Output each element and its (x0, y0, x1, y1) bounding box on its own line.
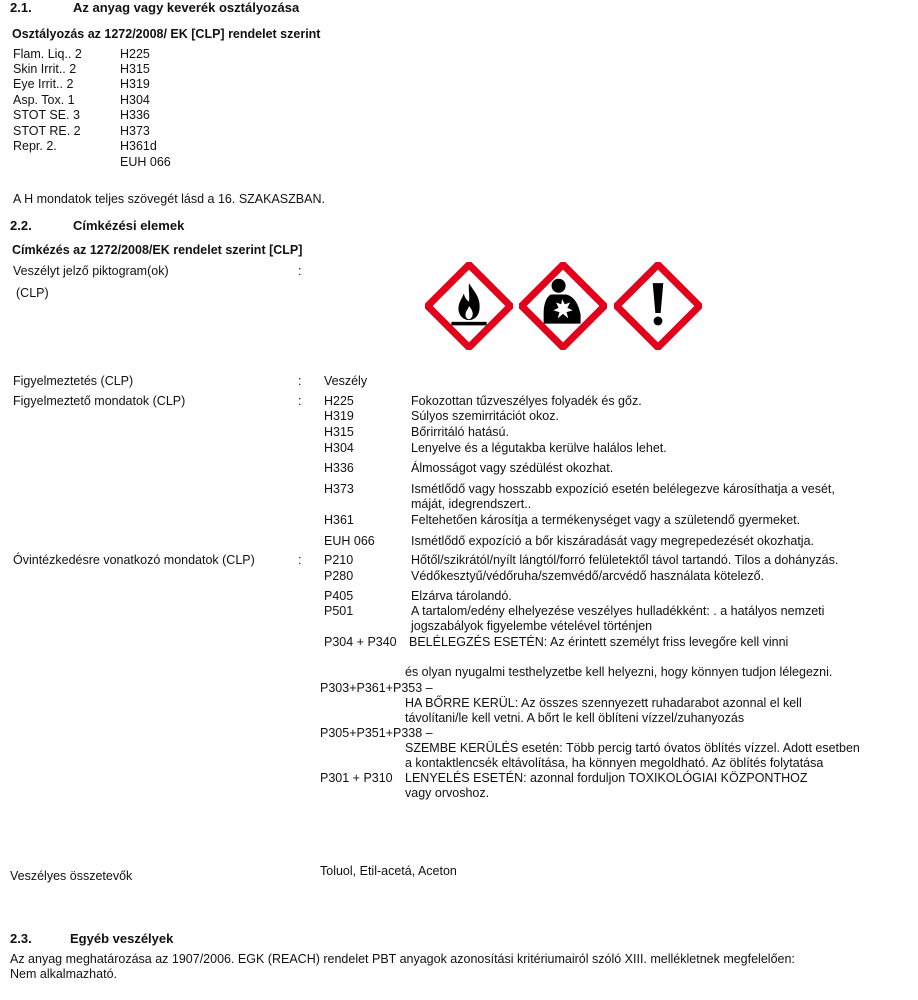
p-text: LENYELÉS ESETÉN: azonnal forduljon TOXIKOLÓGIAI KÖZPONTHOZ (405, 771, 808, 785)
colon: : (298, 553, 302, 567)
p-text: A tartalom/edény elhelyezése veszélyes hulladékként: . a hatályos nemzeti (411, 604, 825, 618)
p-text: HA BŐRRE KERÜL: Az összes szennyezett ruhadarabot azonnal el kell (405, 696, 802, 710)
hazard-statements-label: Figyelmeztető mondatok (CLP) (13, 394, 186, 408)
h-text: Lenyelve és a légutakba kerülve halálos lehet. (411, 441, 667, 455)
p-code: P304 + P340 (324, 635, 397, 649)
class-name: Eye Irrit.. 2 (13, 77, 74, 91)
h-code: H319 (120, 77, 150, 91)
colon: : (298, 374, 302, 388)
h-text: Súlyos szemirritációt okoz. (411, 409, 559, 423)
section-title: Egyéb veszélyek (70, 931, 174, 946)
p-code: P501 (324, 604, 354, 618)
labelling-heading: Címkézés az 1272/2008/EK rendelet szerint [CLP] (12, 243, 303, 257)
signal-word-value: Veszély (324, 374, 368, 388)
pictogram-label: Veszélyt jelző piktogram(ok) (13, 264, 169, 278)
class-name: Skin Irrit.. 2 (13, 62, 77, 76)
health-hazard-pictogram (519, 262, 607, 350)
exclamation-pictogram (614, 262, 702, 350)
colon: : (298, 394, 302, 408)
section-number: 2.3. (10, 931, 32, 946)
h-code: H304 (120, 93, 150, 107)
section-title: Az anyag vagy keverék osztályozása (73, 0, 300, 15)
class-name: Asp. Tox. 1 (13, 93, 75, 107)
pictogram-sublabel: (CLP) (16, 286, 49, 300)
signal-word-label: Figyelmeztetés (CLP) (13, 374, 134, 388)
precautionary-statements-label: Óvintézkedésre vonatkozó mondatok (CLP) (13, 553, 255, 567)
h-text: Fokozottan tűzveszélyes folyadék és gőz. (411, 394, 642, 408)
h-statements-note: A H mondatok teljes szövegét lásd a 16. SZAKASZBAN. (13, 192, 325, 206)
p-text: vagy orvoshoz. (405, 786, 490, 800)
p-text: BELÉLEGZÉS ESETÉN: Az érintett személyt friss levegőre kell vinni (409, 635, 789, 649)
h-code: EUH 066 (324, 534, 375, 548)
colon: : (298, 264, 302, 278)
h-text: máját, idegrendszert.. (411, 497, 532, 511)
p-text: távolítani/le kell vetni. A bőrt le kell öblíteni vízzel/zuhanyozás (405, 711, 745, 725)
p-text: Hőtől/szikrától/nyílt lángtól/forró felületektől távol tartandó. Tilos a dohányzás. (411, 553, 839, 567)
p-code: P280 (324, 569, 354, 583)
h-code: EUH 066 (120, 155, 171, 169)
h-code: H315 (120, 62, 150, 76)
h-code: H304 (324, 441, 354, 455)
flame-pictogram (425, 262, 513, 350)
p-code: P301 + P310 (320, 771, 393, 785)
h-code: H225 (324, 394, 354, 408)
h-code: H336 (120, 108, 150, 122)
class-name: STOT SE. 3 (13, 108, 80, 122)
other-hazards-text: Az anyag meghatározása az 1907/2006. EGK (REACH) rendelet PBT anyagok azonosítási kritériumairól szóló XIII. mellékletnek megfelelően: (10, 952, 795, 966)
p-code: P305+P351+P338 – (320, 726, 433, 740)
p-text: és olyan nyugalmi testhelyzetbe kell helyezni, hogy könnyen tudjon lélegezni. (405, 665, 833, 679)
h-text: Álmosságot vagy szédülést okozhat. (411, 461, 614, 475)
h-code: H336 (324, 461, 354, 475)
h-code: H361 (324, 513, 354, 527)
h-text: Ismétlődő vagy hosszabb expozíció esetén belélegezve károsíthatja a vesét, (411, 482, 835, 496)
p-text: Elzárva tárolandó. (411, 589, 512, 603)
section-title: Címkézési elemek (73, 218, 185, 233)
h-code: H225 (120, 47, 150, 61)
h-text: Ismétlődő expozíció a bőr kiszáradását vagy megrepedezését okozhatja. (411, 534, 815, 548)
class-name: STOT RE. 2 (13, 124, 81, 138)
class-name: Flam. Liq.. 2 (13, 47, 82, 61)
h-code: H373 (324, 482, 354, 496)
p-text: SZEMBE KERÜLÉS esetén: Több percig tartó óvatos öblítés vízzel. Adott esetben (405, 741, 860, 755)
section-number: 2.1. (10, 0, 32, 15)
hazardous-components-value: Toluol, Etil-acetá, Aceton (320, 864, 457, 878)
h-text: Bőrirritáló hatású. (411, 425, 509, 439)
p-code: P405 (324, 589, 354, 603)
p-text: Védőkesztyű/védőruha/szemvédő/arcvédő használata kötelező. (411, 569, 764, 583)
h-text: Feltehetően károsítja a termékenységet vagy a születendő gyermeket. (411, 513, 801, 527)
p-text: a kontaktlencsék eltávolítása, ha könnyen megoldható. Az öblítés folytatása (405, 756, 824, 770)
h-code: H373 (120, 124, 150, 138)
p-text: jogszabályok figyelembe vételével történjen (411, 619, 653, 633)
hazardous-components-label: Veszélyes összetevők (10, 869, 133, 883)
h-code: H315 (324, 425, 354, 439)
section-number: 2.2. (10, 218, 32, 233)
other-hazards-text: Nem alkalmazható. (10, 967, 117, 981)
class-name: Repr. 2. (13, 139, 57, 153)
p-code: P210 (324, 553, 354, 567)
h-code: H361d (120, 139, 157, 153)
p-code: P303+P361+P353 – (320, 681, 433, 695)
h-code: H319 (324, 409, 354, 423)
classification-heading: Osztályozás az 1272/2008/ EK [CLP] rendelet szerint (12, 27, 321, 41)
